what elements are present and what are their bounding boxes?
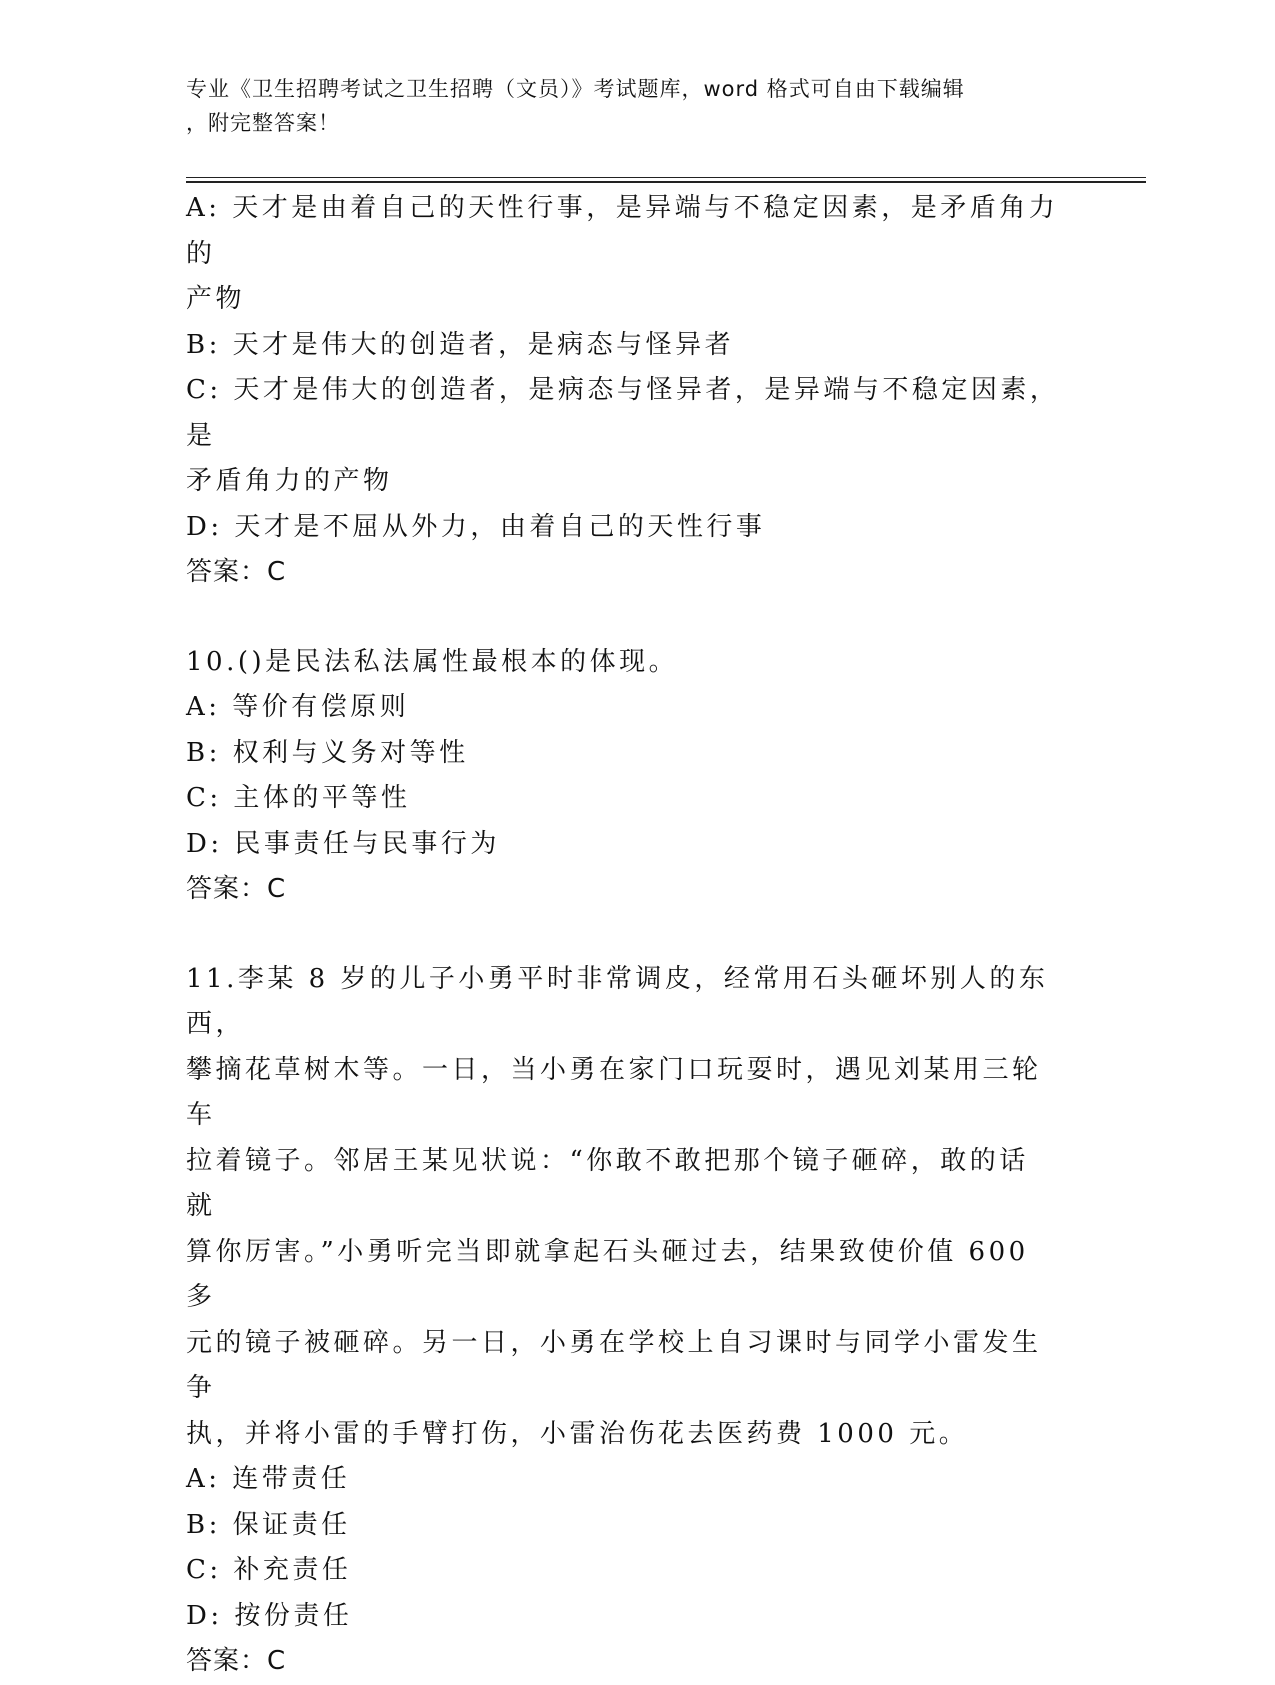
q10-stem: 10.()是民法私法属性最根本的体现。 [186, 646, 679, 677]
question-9 [186, 186, 1086, 596]
spacer [186, 596, 1086, 640]
q10-option-d: D: 民事责任与民事行为 [186, 828, 500, 859]
q11-stem-line-4: 算你厉害。”小勇听完当即就拿起石头砸过去，结果致使价值 600 多 [186, 1236, 1041, 1312]
q9-answer: 答案：C [186, 557, 287, 587]
q10-option-a: A: 等价有偿原则 [186, 692, 410, 722]
q11-stem-line-3: 拉着镜子。邻居王某见状说：“你敢不敢把那个镜子砸碎，敢的话就 [186, 1145, 1029, 1221]
q11-stem-line-1: 11.李某 8 岁的儿子小勇平时非常调皮，经常用石头砸坏别人的东西， [186, 963, 1049, 1039]
q11-stem-line-2: 攀摘花草树木等。一日，当小勇在家门口玩耍时，遇见刘某用三轮车 [186, 1054, 1042, 1130]
document-header [186, 72, 1076, 140]
q9-option-c-line-1: C: 天才是伟大的创造者，是病态与怪异者，是异端与不稳定因素，是 [186, 375, 1060, 451]
question-10 [186, 640, 1086, 913]
q11-option-a: A: 连带责任 [186, 1464, 351, 1494]
q10-option-c: C: 主体的平等性 [186, 783, 411, 813]
q11-stem-line-6: 执，并将小雷的手臂打伤，小雷治伤花去医药费 1000 元。 [186, 1418, 969, 1449]
header-line-1: 专业《卫生招聘考试之卫生招聘（文员）》考试题库，word 格式可自由下载编辑 [186, 77, 965, 101]
q11-answer: 答案：C [186, 1646, 287, 1676]
q11-stem-line-5: 元的镜子被砸碎。另一日，小勇在学校上自习课时与同学小雷发生争 [186, 1327, 1042, 1403]
q9-option-b: B: 天才是伟大的创造者，是病态与怪异者 [186, 329, 735, 360]
header-divider-thick [186, 181, 1146, 183]
question-content [186, 186, 1086, 1685]
header-line-2: ，附完整答案！ [186, 111, 340, 135]
spacer [186, 913, 1086, 957]
q11-option-d: D: 按份责任 [186, 1600, 353, 1631]
question-11 [186, 957, 1086, 1685]
q10-answer: 答案：C [186, 874, 287, 904]
q9-option-a-line-2: 产物 [186, 284, 246, 314]
header-divider-thin [186, 177, 1146, 178]
q9-option-a-line-1: A: 天才是由着自己的天性行事，是异端与不稳定因素，是矛盾角力的 [186, 193, 1059, 269]
q11-option-c: C: 补充责任 [186, 1555, 352, 1585]
q9-option-d: D: 天才是不屈从外力，由着自己的天性行事 [186, 511, 766, 542]
q11-option-b: B: 保证责任 [186, 1509, 351, 1540]
q10-option-b: B: 权利与义务对等性 [186, 737, 469, 768]
q9-option-c-line-2: 矛盾角力的产物 [186, 466, 393, 496]
